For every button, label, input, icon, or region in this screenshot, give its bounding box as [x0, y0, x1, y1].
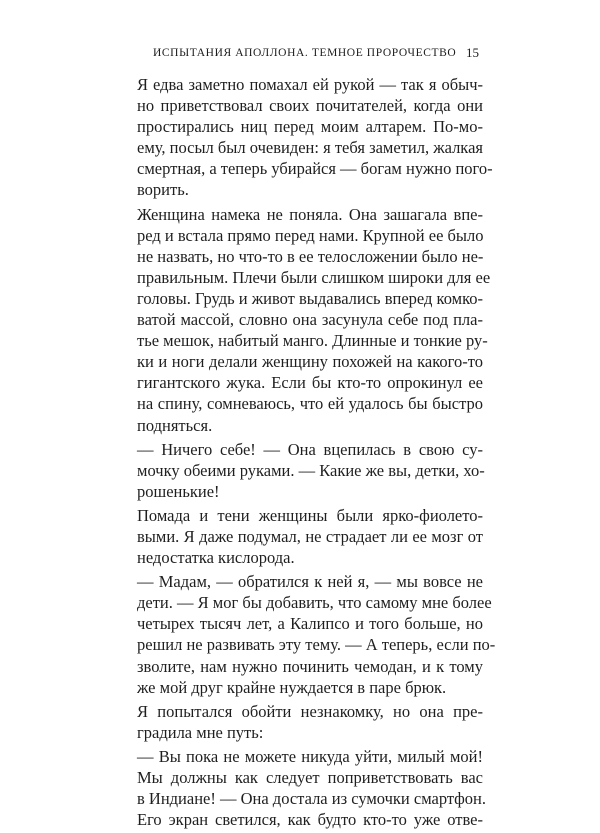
text-line: мочку обеими руками. — Какие же вы, детки, хо- [137, 460, 485, 480]
text-line: ред и встала прямо перед нами. Крупной ее было [137, 225, 484, 245]
text-line: Я едва заметно помахал ей рукой — так я обыч- [137, 75, 483, 94]
text-line: правильным. Плечи были слишком широки для ее [137, 267, 491, 287]
text-line: ворить. [137, 180, 189, 200]
paragraph [119, 746, 487, 830]
text-line: гигантского жука. Если бы кто-то опрокинул ее [137, 373, 483, 393]
page-number: 15 [466, 45, 479, 60]
text-line: рошенькие! [137, 481, 220, 501]
text-line: Помада и тени женщины были ярко-фиолето- [137, 505, 483, 525]
text-line: Я попытался обойти незнакомку, но она пре- [137, 701, 483, 721]
text-line: но приветствовал своих почитателей, когда они [137, 96, 483, 116]
text-line: четырех тысяч лет, а Калипсо и того больше, но [137, 614, 483, 634]
text-line: на спину, сомневаюсь, что ей удалось бы быстро [137, 394, 483, 414]
running-head-title: ИСПЫТАНИЯ АПОЛЛОНА. ТЕМНОЕ ПРОРОЧЕСТВО [153, 47, 457, 59]
text-line: — Мадам, — обратился к ней я, — мы вовсе не [137, 572, 483, 592]
text-line: Женщина намека не поняла. Она зашагала впе- [137, 204, 483, 224]
paragraph [119, 439, 483, 502]
text-line: тье мешок, набитый манго. Длинные и тонкие ру- [137, 331, 488, 351]
text-line: Его экран светился, как будто кто-то уже отве- [137, 810, 483, 830]
text-line: дети. — Я мог бы добавить, что самому мне более [137, 593, 492, 613]
paragraph [119, 204, 491, 436]
text-line: — Вы пока не можете никуда уйти, милый мой! [137, 746, 483, 766]
text-line: смертная, а теперь убирайся — богам нужно пого- [137, 159, 493, 179]
text-line: градила мне путь: [137, 722, 264, 742]
paragraph [119, 571, 496, 698]
text-line: не назвать, но что-то в ее телосложении было не- [137, 246, 484, 266]
text-line: ки и ноги делали женщину похожей на какого-то [137, 352, 483, 372]
body-text [119, 74, 496, 833]
text-line: зволите, нам нужно починить чемодан, и к тому [137, 656, 483, 676]
text-line: же мой друг крайне нуждается в паре брюк. [137, 677, 447, 697]
text-line: недостатка кислорода. [137, 548, 295, 568]
text-line: подняться. [137, 415, 213, 435]
text-line: Мы должны как следует поприветствовать вас [137, 768, 483, 787]
paragraph [119, 505, 483, 568]
text-line: выми. Я даже подумал, не страдает ли ее мозг от [137, 526, 483, 546]
paragraph [119, 74, 493, 201]
text-line: головы. Грудь и живот выдавались вперед комко- [137, 288, 483, 308]
text-line: ватой массой, словно она засунула себе под пла- [137, 310, 483, 330]
paragraph [119, 701, 483, 743]
text-line: — Ничего себе! — Она вцепилась в свою су- [137, 439, 483, 459]
text-line: решил не развивать эту тему. — А теперь, если по- [137, 635, 496, 655]
text-line: ему, посыл был очевиден: я тебя заметил, жалкая [137, 138, 483, 158]
text-line: простирались ниц перед моим алтарем. По-мо- [137, 117, 483, 137]
text-line: в Индиане! — Она достала из сумочки смартфон. [137, 789, 487, 809]
